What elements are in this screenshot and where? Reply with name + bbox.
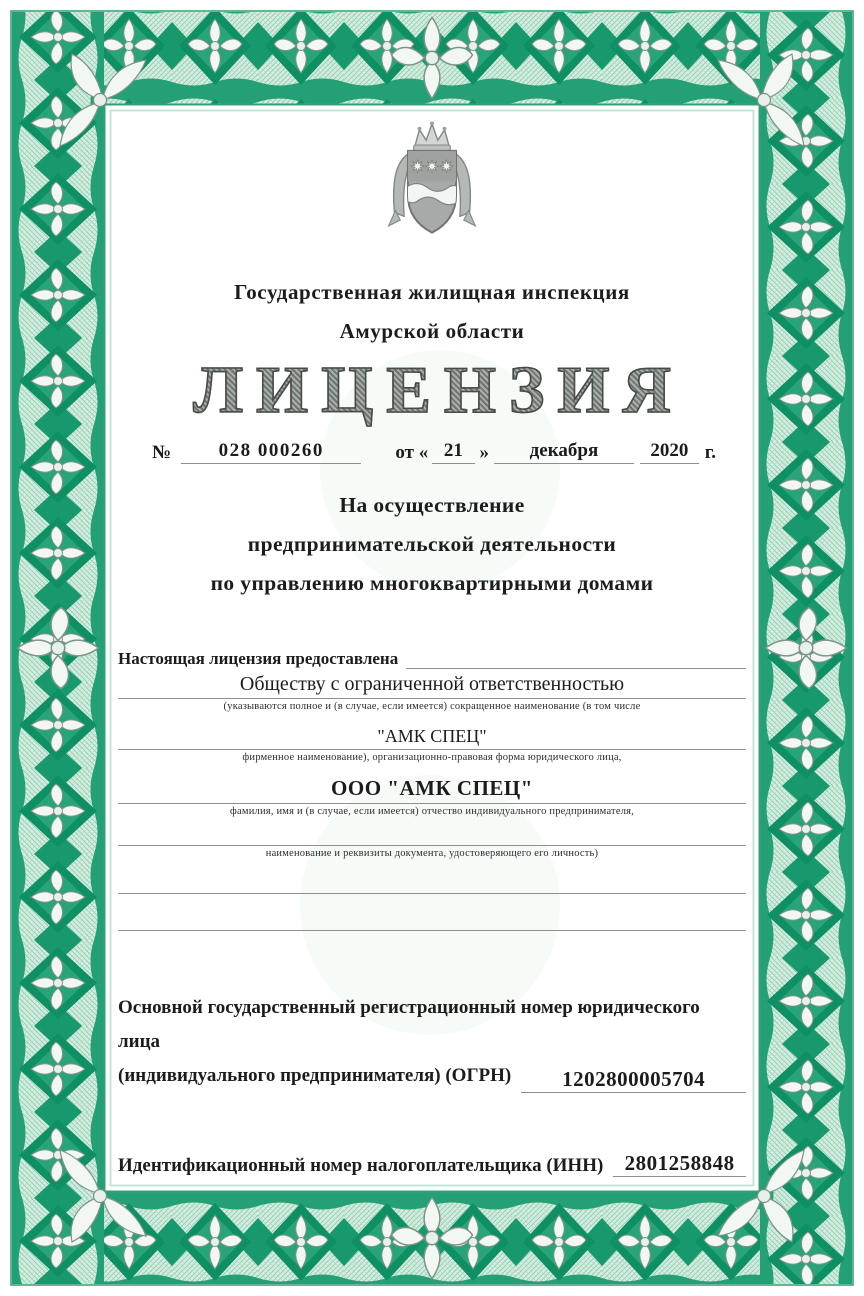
issue-year-value: 2020 <box>640 440 699 464</box>
blank-line <box>406 668 746 669</box>
grantee-legal-form: Обществу с ограниченной ответственностью <box>118 673 746 699</box>
grantee-label-row <box>118 649 746 669</box>
date-from-label: от « <box>395 442 429 463</box>
ogrn-block <box>118 991 746 1093</box>
license-number-row <box>118 440 746 464</box>
issuer-name-line2: Амурской области <box>339 319 525 343</box>
blank-line <box>118 859 746 894</box>
ogrn-value: 1202800005704 <box>521 1067 746 1093</box>
license-subject <box>118 486 746 603</box>
blank-line <box>118 817 746 846</box>
ogrn-label-line2: (индивидуального предпринимателя) (ОГРН) <box>118 1065 512 1086</box>
field-caption: фирменное наименование), организационно-правовая форма юридического лица, <box>242 752 622 763</box>
year-suffix: г. <box>704 442 716 463</box>
grantee-label: Настоящая лицензия предоставлена <box>118 649 399 668</box>
subject-line: по управлению многоквартирными домами <box>210 571 654 595</box>
inn-label: Идентификационный номер налогоплательщика (ИНН) <box>118 1155 604 1176</box>
inn-value: 2801258848 <box>613 1151 746 1177</box>
inn-block <box>118 1151 746 1177</box>
grantee-full-name: ООО "АМК СПЕЦ" <box>118 776 746 804</box>
document-content <box>118 104 746 1192</box>
subject-line: предпринимательской деятельности <box>247 532 617 556</box>
number-sign: № <box>152 442 172 463</box>
ogrn-label-line1: Основной государственный регистрационный номер юридического лица <box>118 997 700 1052</box>
blank-line <box>118 894 746 931</box>
subject-line: На осуществление <box>339 493 525 517</box>
field-caption: фамилия, имя и (в случае, если имеется) отчество индивидуального предпринимателя, <box>230 806 634 817</box>
document-title: ЛИЦЕНЗИЯ <box>118 352 746 428</box>
issuer-name-line1: Государственная жилищная инспекция <box>234 280 630 304</box>
field-caption: (указываются полное и (в случае, если имеется) сокращенное наименование (в том числе <box>223 701 641 712</box>
license-number-value: 028 000260 <box>181 440 361 464</box>
field-caption: наименование и реквизиты документа, удостоверяющего его личность) <box>265 848 599 859</box>
coat-of-arms-icon <box>378 120 486 250</box>
issue-month-value: декабря <box>494 440 634 464</box>
quote-close: » <box>479 442 490 463</box>
grantee-short-name: "АМК СПЕЦ" <box>118 726 746 750</box>
issue-day-value: 21 <box>432 440 474 464</box>
